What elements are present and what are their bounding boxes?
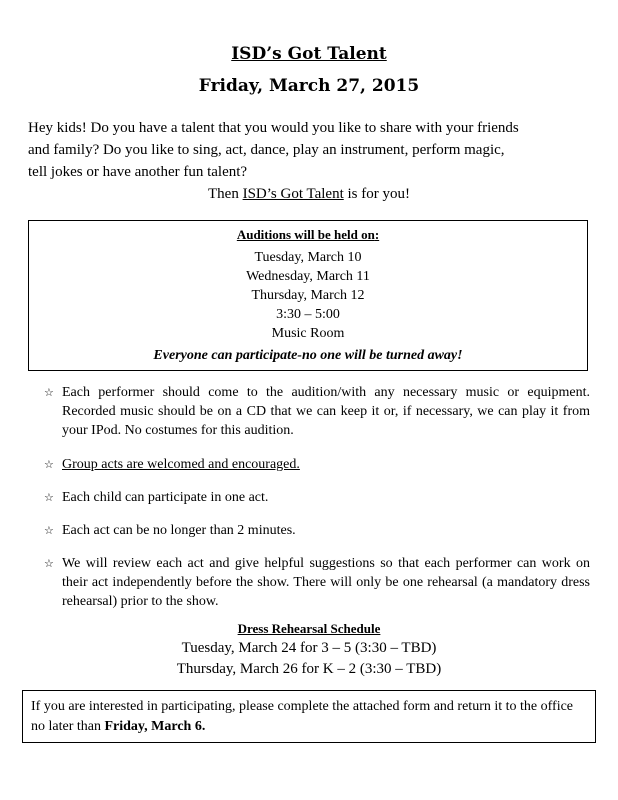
rehearsal-schedule-line: Tuesday, March 24 for 3 – 5 (3:30 – TBD): [181, 640, 437, 656]
rule-item: [44, 455, 590, 474]
rule-text: We will review each act and give helpful suggestions so that each performer can work on their act independently before the show. There will only be one rehearsal (a mandatory dress rehearsal) prior to the show.: [62, 556, 590, 609]
rule-text: Each performer should come to the audition/with any necessary music or equipment. Recorded music should be on a CD that we can keep it or, if necessary, we can play it from your IPod. No costumes for this audition.: [62, 385, 590, 438]
then-prefix: Then: [208, 186, 243, 202]
auditions-details: [29, 248, 587, 343]
flyer-title: ISD’s Got Talent: [231, 44, 387, 64]
auditions-heading-text: Auditions will be held on: [236, 227, 375, 242]
audition-location: Music Room: [271, 326, 345, 341]
rehearsal-schedule-list: [0, 638, 618, 680]
auditions-heading: [29, 227, 587, 243]
auditions-heading-colon: :: [374, 227, 380, 242]
rule-item: [44, 488, 590, 507]
rules-list: [44, 383, 590, 611]
rule-text: Each act can be no longer than 2 minutes.: [62, 523, 296, 538]
audition-day-3: Thursday, March 12: [251, 288, 365, 303]
rule-item: [44, 554, 590, 611]
star-bullet-icon: ☆: [44, 386, 54, 399]
star-bullet-icon: ☆: [44, 557, 54, 570]
star-bullet-icon: ☆: [44, 524, 54, 537]
rule-text: Group acts are welcomed and encouraged.: [62, 457, 300, 472]
auditions-box: [28, 220, 588, 371]
rehearsal-schedule-line: Thursday, March 26 for K – 2 (3:30 – TBD): [176, 661, 442, 677]
rule-text: Each child can participate in one act.: [62, 490, 269, 505]
intro-line-1: Hey kids! Do you have a talent that you would you like to share with your friends: [28, 120, 519, 136]
audition-day-1: Tuesday, March 10: [254, 250, 362, 265]
audition-day-2: Wednesday, March 11: [246, 269, 370, 284]
star-bullet-icon: ☆: [44, 458, 54, 471]
intro-line-2: and family? Do you like to sing, act, dance, play an instrument, perform magic,: [28, 142, 505, 158]
auditions-note: Everyone can participate-no one will be turned away!: [153, 348, 463, 363]
rehearsal-schedule-heading: Dress Rehearsal Schedule: [237, 621, 381, 636]
rule-item: [44, 521, 590, 540]
star-bullet-icon: ☆: [44, 491, 54, 504]
intro-paragraph: [28, 117, 590, 183]
event-date: Friday, March 27, 2015: [198, 76, 420, 96]
signup-deadline: Friday, March 6.: [104, 719, 206, 734]
then-show-name: ISD’s Got Talent: [242, 186, 344, 202]
rule-item: [44, 383, 590, 440]
signup-instructions-box: [22, 690, 596, 743]
audition-time: 3:30 – 5:00: [276, 307, 340, 322]
intro-line-3: tell jokes or have another fun talent?: [28, 164, 248, 180]
signup-instructions-text: If you are interested in participating, please complete the attached form and return it to the office no later than: [31, 699, 574, 734]
then-suffix: is for you!: [343, 186, 410, 202]
then-line: [0, 183, 618, 205]
